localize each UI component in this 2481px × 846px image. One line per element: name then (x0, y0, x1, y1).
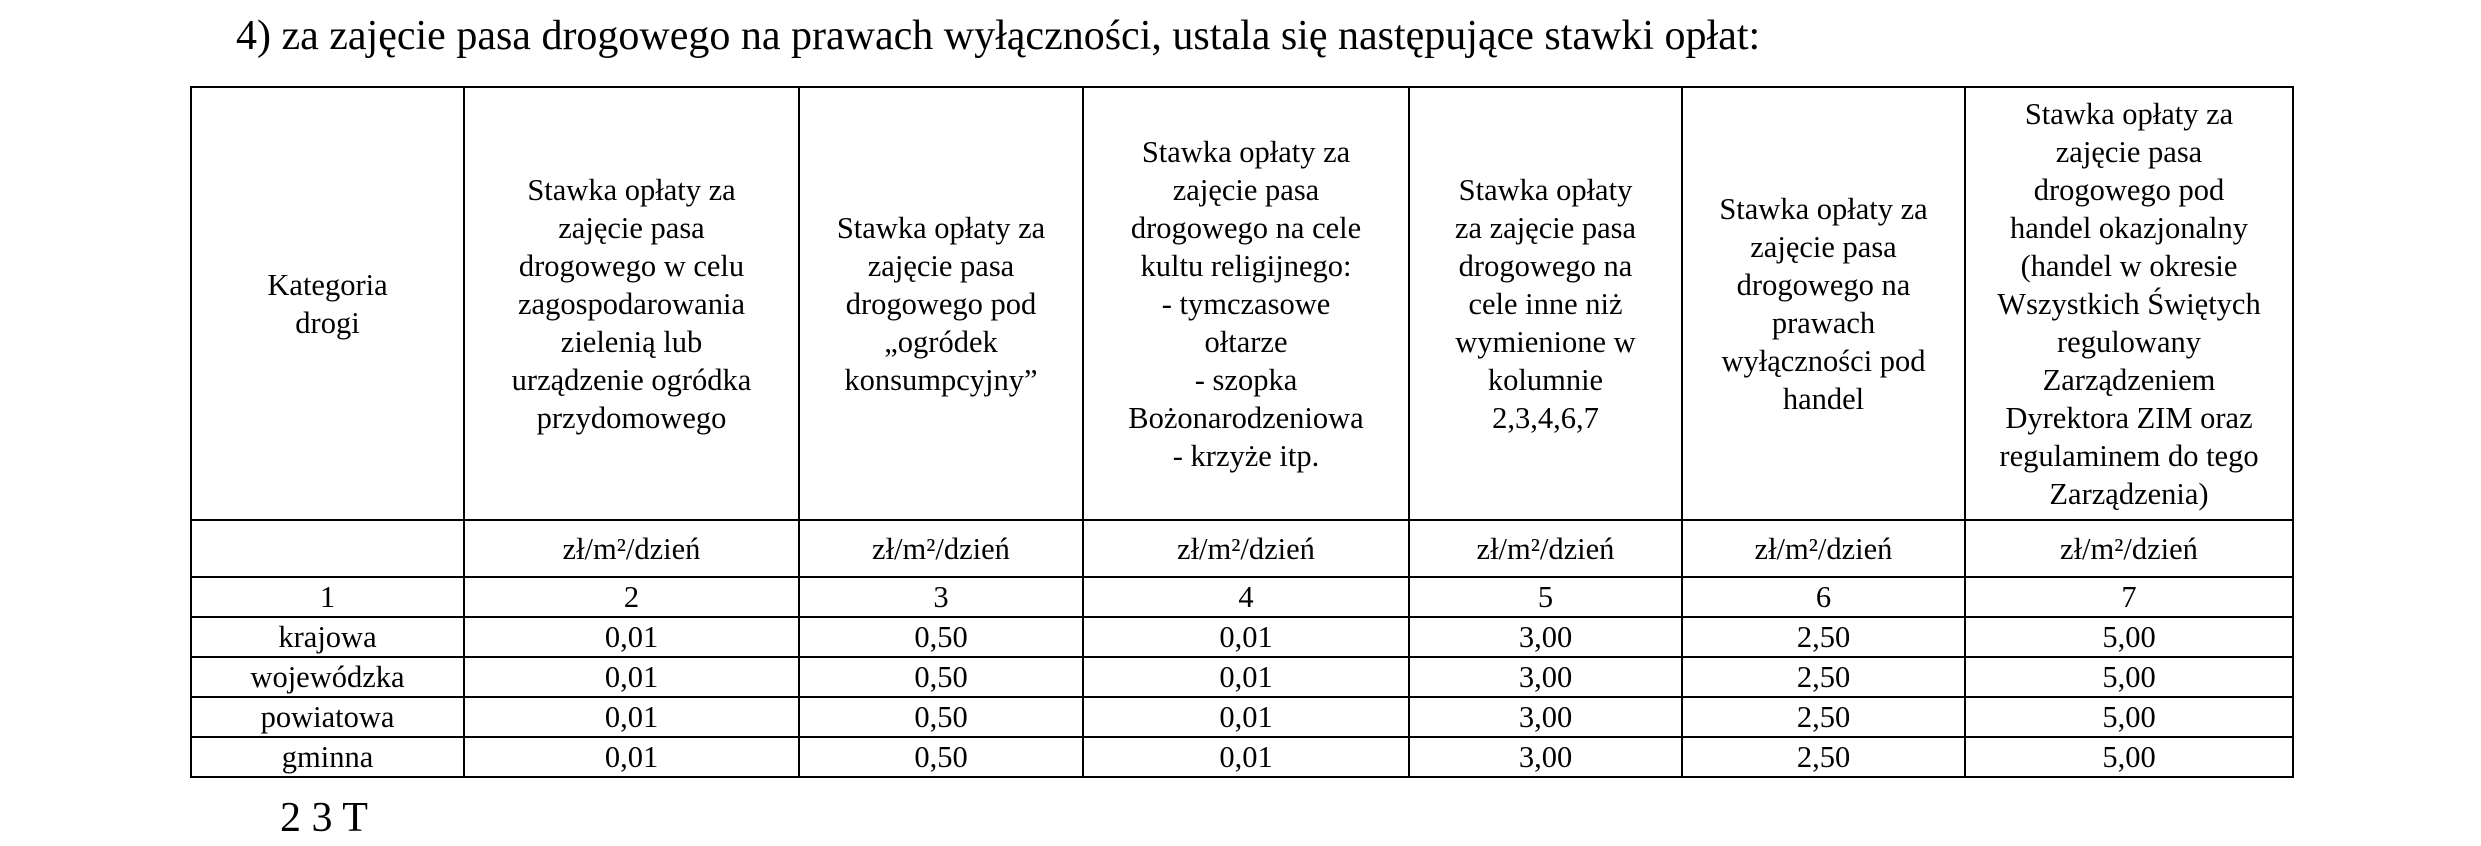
rate-value-cell: 2,50 (1682, 657, 1965, 697)
header-line: konsumpcyjny” (844, 362, 1038, 397)
header-cell-col-7 (1965, 87, 2293, 520)
rate-value-cell: 5,00 (1965, 737, 2293, 777)
table-row (191, 697, 2293, 737)
header-line: Stawka opłaty za (527, 172, 736, 207)
rate-value-cell: 5,00 (1965, 697, 2293, 737)
header-line: wymienione w (1455, 324, 1636, 359)
unit-row (191, 520, 2293, 577)
header-line: - krzyże itp. (1172, 438, 1320, 473)
header-cell-col-5 (1409, 87, 1682, 520)
unit-cell-col-7: zł/m²/dzień (1965, 520, 2293, 577)
road-category-cell: powiatowa (191, 697, 464, 737)
unit-cell-col-2: zł/m²/dzień (464, 520, 799, 577)
header-line: Stawka opłaty (1458, 172, 1633, 207)
header-line: kultu religijnego: (1140, 248, 1352, 283)
header-cell-col-1 (191, 87, 464, 520)
header-line: zajęcie pasa (867, 248, 1015, 283)
header-line: urządzenie ogródka (511, 362, 752, 397)
unit-cell-col-3: zł/m²/dzień (799, 520, 1083, 577)
rate-value-cell: 5,00 (1965, 617, 2293, 657)
header-line: drogowego na (1736, 267, 1911, 302)
column-number-cell: 4 (1083, 577, 1409, 617)
rate-value-cell: 0,50 (799, 657, 1083, 697)
header-line: regulaminem do tego (1999, 438, 2259, 473)
unit-cell-col-1 (191, 520, 464, 577)
header-line: regulowany (2057, 324, 2201, 359)
rate-value-cell: 0,01 (1083, 617, 1409, 657)
header-line: handel (1782, 381, 1865, 416)
header-line: zajęcie pasa (1172, 172, 1320, 207)
header-line: drogi (295, 305, 360, 340)
section-heading: 4) za zajęcie pasa drogowego na prawach wyłączności, ustala się następujące stawki opłat: (236, 13, 1761, 59)
rate-value-cell: 0,01 (1083, 737, 1409, 777)
rate-value-cell: 3,00 (1409, 697, 1682, 737)
column-number-cell: 1 (191, 577, 464, 617)
column-number-cell: 2 (464, 577, 799, 617)
rate-value-cell: 0,01 (464, 657, 799, 697)
header-line: Kategoria (267, 267, 388, 302)
table-row (191, 617, 2293, 657)
header-cell-col-6 (1682, 87, 1965, 520)
column-number-row (191, 577, 2293, 617)
header-line: Zarządzeniem (2042, 362, 2216, 397)
column-number-cell: 6 (1682, 577, 1965, 617)
table-row (191, 657, 2293, 697)
cut-off-text: 2 3 T (280, 795, 368, 841)
rate-value-cell: 2,50 (1682, 617, 1965, 657)
header-line: Zarządzenia) (2049, 476, 2209, 511)
unit-cell-col-4: zł/m²/dzień (1083, 520, 1409, 577)
header-line: zajęcie pasa (2055, 134, 2203, 169)
rate-value-cell: 0,01 (464, 617, 799, 657)
header-line: zajęcie pasa (558, 210, 705, 245)
header-line: Stawka opłaty za (1141, 134, 1351, 169)
header-line: handel okazjonalny (2010, 210, 2248, 245)
header-line: drogowego pod (2033, 172, 2225, 207)
header-line: cele inne niż (1468, 286, 1623, 321)
unit-cell-col-6: zł/m²/dzień (1682, 520, 1965, 577)
rate-value-cell: 3,00 (1409, 657, 1682, 697)
header-line: „ogródek (884, 324, 998, 359)
rate-value-cell: 0,50 (799, 697, 1083, 737)
header-line: za zajęcie pasa (1454, 210, 1637, 245)
table-row (191, 737, 2293, 777)
rates-table (190, 86, 2294, 778)
rate-value-cell: 5,00 (1965, 657, 2293, 697)
header-line: przydomowego (536, 400, 727, 435)
unit-cell-col-5: zł/m²/dzień (1409, 520, 1682, 577)
header-line: kolumnie (1487, 362, 1604, 397)
header-line: drogowego pod (845, 286, 1037, 321)
road-category-cell: krajowa (191, 617, 464, 657)
header-line: Stawka opłaty za (836, 210, 1046, 245)
header-line: Wszystkich Świętych (1997, 286, 2261, 321)
header-line: ołtarze (1204, 324, 1288, 359)
rate-value-cell: 0,50 (799, 737, 1083, 777)
header-line: Stawka opłaty za (2024, 96, 2234, 131)
header-line: zielenią lub (560, 324, 703, 359)
column-number-cell: 3 (799, 577, 1083, 617)
data-rows (191, 617, 2293, 777)
road-category-cell: gminna (191, 737, 464, 777)
road-category-cell: wojewódzka (191, 657, 464, 697)
header-line: drogowego na cele (1130, 210, 1362, 245)
header-line: (handel w okresie (2020, 248, 2238, 283)
header-line: zajęcie pasa (1750, 229, 1897, 264)
rate-value-cell: 0,01 (464, 697, 799, 737)
header-cell-col-2 (464, 87, 799, 520)
header-line: drogowego w celu (518, 248, 745, 283)
header-line: prawach (1771, 305, 1876, 340)
header-line: zagospodarowania (518, 286, 745, 321)
header-line: Bożonarodzeniowa (1128, 400, 1364, 435)
rate-value-cell: 0,01 (1083, 657, 1409, 697)
header-line: drogowego na (1458, 248, 1633, 283)
column-number-cell: 5 (1409, 577, 1682, 617)
header-cell-col-3 (799, 87, 1083, 520)
header-line: - szopka (1194, 362, 1298, 397)
header-line: - tymczasowe (1161, 286, 1331, 321)
header-row (191, 87, 2293, 520)
header-line: Stawka opłaty za (1719, 191, 1928, 226)
rate-value-cell: 0,01 (464, 737, 799, 777)
header-line: 2,3,4,6,7 (1492, 400, 1599, 435)
rate-value-cell: 0,50 (799, 617, 1083, 657)
rate-value-cell: 2,50 (1682, 737, 1965, 777)
rate-value-cell: 2,50 (1682, 697, 1965, 737)
rate-value-cell: 0,01 (1083, 697, 1409, 737)
header-cell-col-4 (1083, 87, 1409, 520)
rate-value-cell: 3,00 (1409, 737, 1682, 777)
header-line: wyłączności pod (1721, 343, 1926, 378)
rate-value-cell: 3,00 (1409, 617, 1682, 657)
header-line: Dyrektora ZIM oraz (2005, 400, 2253, 435)
column-number-cell: 7 (1965, 577, 2293, 617)
